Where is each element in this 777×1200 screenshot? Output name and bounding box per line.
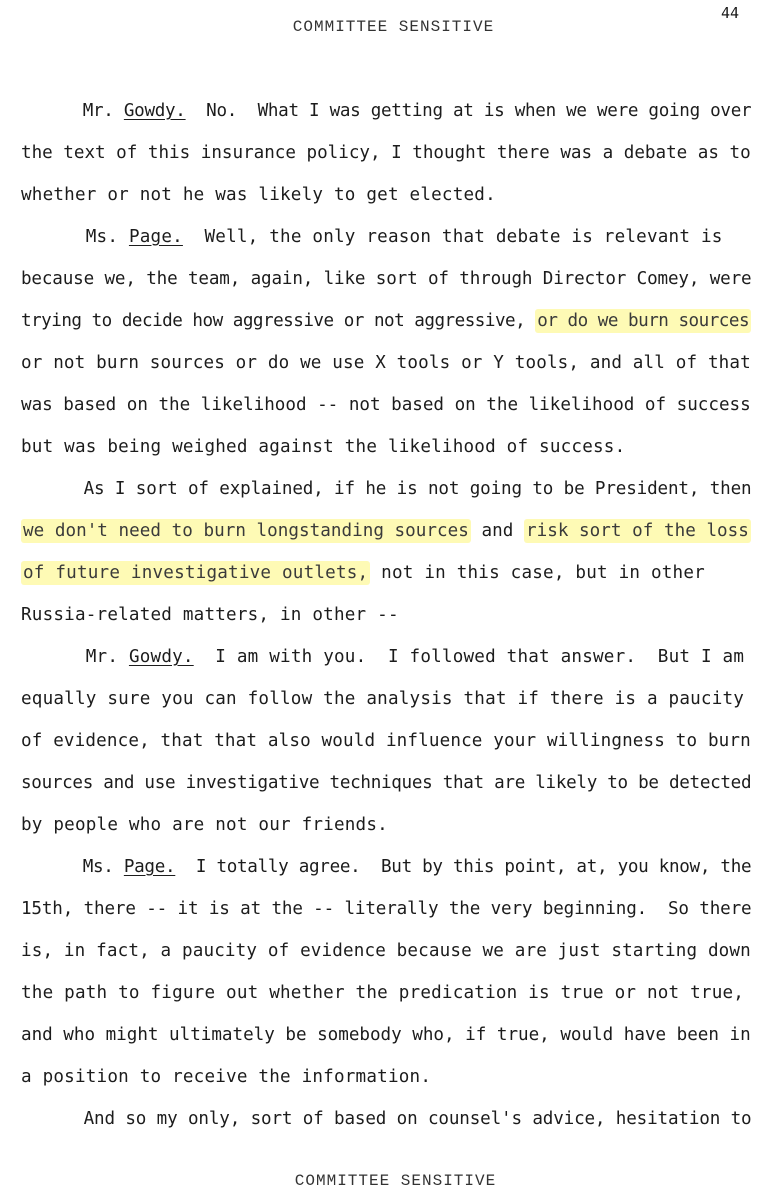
highlighted-text: risk sort of the loss <box>525 521 749 541</box>
highlighted-text: or do we burn sources <box>537 311 750 331</box>
page-number: 44 <box>720 4 739 22</box>
line-text: As I sort of explained, if he is not going to be President, then <box>21 479 752 499</box>
speaker-name: Page. <box>128 227 183 247</box>
line-text: 15th, there -- it is at the -- literally the very beginning. So there <box>21 899 752 919</box>
line-text: was based on the likelihood -- not based on the likelihood of success <box>21 395 751 415</box>
transcript-line <box>21 384 751 426</box>
transcript-line <box>21 972 751 1014</box>
line-text: and <box>470 521 524 541</box>
line-text: And so my only, sort of based on counsel's advice, hesitation to <box>21 1109 752 1129</box>
line-text: of evidence, that that also would influence your willingness to burn <box>21 731 751 751</box>
line-text: Mr. <box>82 101 124 121</box>
transcript-line <box>21 846 751 888</box>
transcript-line <box>21 468 751 510</box>
transcript-line <box>21 132 751 174</box>
line-text <box>21 101 83 121</box>
transcript-line <box>21 90 751 132</box>
line-text: Well, the only reason that debate is relevant is <box>182 227 723 247</box>
line-text: I totally agree. But by this point, at, you know, the <box>175 857 752 877</box>
line-text: because we, the team, again, like sort of through Director Comey, were <box>21 269 752 289</box>
transcript-line <box>21 1014 751 1056</box>
footer-classification: COMMITTEE SENSITIVE <box>294 1172 497 1190</box>
line-text: not in this case, but in other <box>370 563 705 583</box>
speaker-name: Gowdy. <box>123 101 186 121</box>
transcript-line <box>21 594 751 636</box>
transcript-body <box>21 90 751 1140</box>
line-text: Ms. <box>21 227 129 247</box>
line-text: by people who are not our friends. <box>21 815 388 835</box>
transcript-line <box>21 1098 751 1140</box>
line-text: sources and use investigative techniques that are likely to be detected <box>21 773 752 793</box>
line-text: and who might ultimately be somebody who, if true, would have been in <box>21 1025 751 1045</box>
header-classification: COMMITTEE SENSITIVE <box>292 18 495 36</box>
line-text: trying to decide how aggressive or not aggressive, <box>21 311 536 331</box>
line-text: a position to receive the information. <box>21 1067 432 1087</box>
line-text: or not burn sources or do we use X tools or Y tools, and all of that <box>21 353 751 373</box>
transcript-line <box>21 216 751 258</box>
transcript-line <box>21 426 751 468</box>
speaker-name: Page. <box>123 857 176 877</box>
transcript-line <box>21 636 751 678</box>
transcript-line <box>21 174 751 216</box>
line-text: the text of this insurance policy, I thought there was a debate as to <box>21 143 751 163</box>
line-text: Ms. <box>21 857 124 877</box>
transcript-line <box>21 552 751 594</box>
highlighted-text: of future investigative outlets, <box>23 563 369 583</box>
line-text: I am with you. I followed that answer. But I am <box>193 647 745 667</box>
transcript-line <box>21 804 751 846</box>
transcript-line <box>21 762 751 804</box>
line-text: Russia-related matters, in other -- <box>21 605 399 625</box>
transcript-line <box>21 300 751 342</box>
line-text: whether or not he was likely to get elected. <box>21 185 496 205</box>
transcript-line <box>21 930 751 972</box>
transcript-line <box>21 720 751 762</box>
transcript-line <box>21 258 751 300</box>
transcript-line <box>21 342 751 384</box>
highlighted-text: we don't need to burn longstanding sources <box>23 521 469 541</box>
transcript-line <box>21 1056 751 1098</box>
transcript-line <box>21 510 751 552</box>
transcript-line <box>21 678 751 720</box>
line-text: equally sure you can follow the analysis that if there is a paucity <box>21 689 745 709</box>
line-text: the path to figure out whether the predication is true or not true, <box>21 983 745 1003</box>
line-text: No. What I was getting at is when we were going over <box>185 101 752 121</box>
speaker-name: Gowdy. <box>128 647 194 667</box>
line-text: but was being weighed against the likelihood of success. <box>21 437 626 457</box>
line-text: is, in fact, a paucity of evidence because we are just starting down <box>21 941 751 961</box>
line-text: Mr. <box>21 647 129 667</box>
transcript-line <box>21 888 751 930</box>
